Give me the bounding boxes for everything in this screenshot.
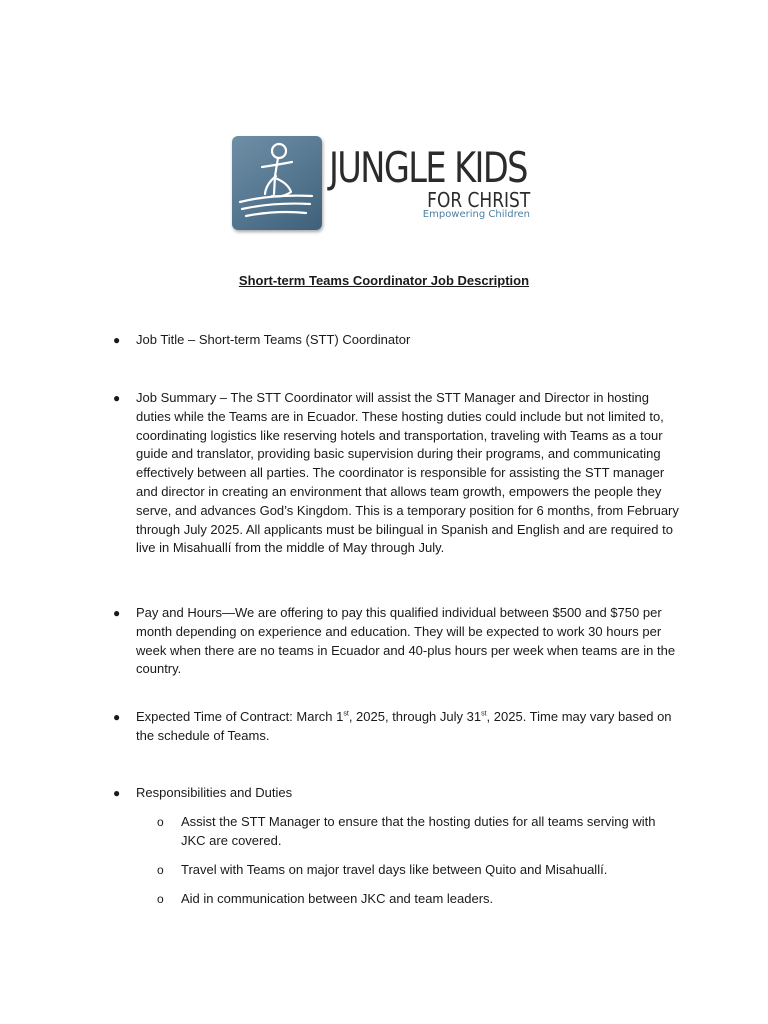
bullet-icon: ● <box>113 786 121 800</box>
organization-logo <box>232 136 532 232</box>
contract-text-part: , 2025, through July 31 <box>348 709 482 724</box>
job-summary-item: Job Summary – The STT Coordinator will assist the STT Manager and Director in hosting duties while the Teams are in Ecuador. These hosting duties could include but not limited to, coordinating logistics like reserving hotels and transportation, traveling with Teams as a tour guide and translator, providing basic supervision during their programs, and communicating effectively between all parties. The coordinator is responsible for assisting the STT manager and director in creating an environment that allows team growth, empowers the people they serve, and advances God’s Kingdom. This is a temporary position for 6 months, from February through July 2025. All applicants must be bilingual in Spanish and English and are required to live in Misahuallí from the middle of May through July. <box>136 390 679 556</box>
logo-wordmark: JUNGLE KIDS <box>329 143 527 192</box>
sub-bullet-icon: o <box>157 815 164 829</box>
ordinal-suffix: st <box>481 710 487 718</box>
ordinal-suffix: st <box>343 710 349 718</box>
sub-bullet-icon: o <box>157 863 164 877</box>
document-title: Short-term Teams Coordinator Job Description <box>238 273 530 288</box>
bullet-icon: ● <box>113 391 121 405</box>
logo-badge <box>232 136 322 230</box>
figure-icon <box>232 136 322 230</box>
job-title-item: Job Title – Short-term Teams (STT) Coordinator <box>136 332 411 347</box>
bullet-icon: ● <box>113 606 121 620</box>
responsibilities-heading: Responsibilities and Duties <box>136 785 293 800</box>
bullet-icon: ● <box>113 333 121 347</box>
contract-item <box>136 708 682 746</box>
duty-item: Travel with Teams on major travel days like between Quito and Misahuallí. <box>181 862 608 877</box>
duty-item: Assist the STT Manager to ensure that the hosting duties for all teams serving with JKC are covered. <box>181 814 656 848</box>
contract-text-part: Expected Time of Contract: March 1 <box>136 709 344 724</box>
sub-bullet-icon: o <box>157 892 164 906</box>
logo-subtitle: FOR CHRIST <box>426 188 530 212</box>
logo-tagline: Empowering Children <box>422 209 530 220</box>
duty-item: Aid in communication between JKC and team leaders. <box>181 891 494 906</box>
contract-text-part: , 2025. Time may vary based on the schedule of Teams. <box>136 709 672 743</box>
bullet-icon: ● <box>113 710 121 724</box>
pay-hours-item: Pay and Hours—We are offering to pay this qualified individual between $500 and $750 per month depending on experience and education. They will be expected to work 30 hours per week when there are no teams in Ecuador and 40-plus hours per week when teams are in the country. <box>136 605 676 677</box>
